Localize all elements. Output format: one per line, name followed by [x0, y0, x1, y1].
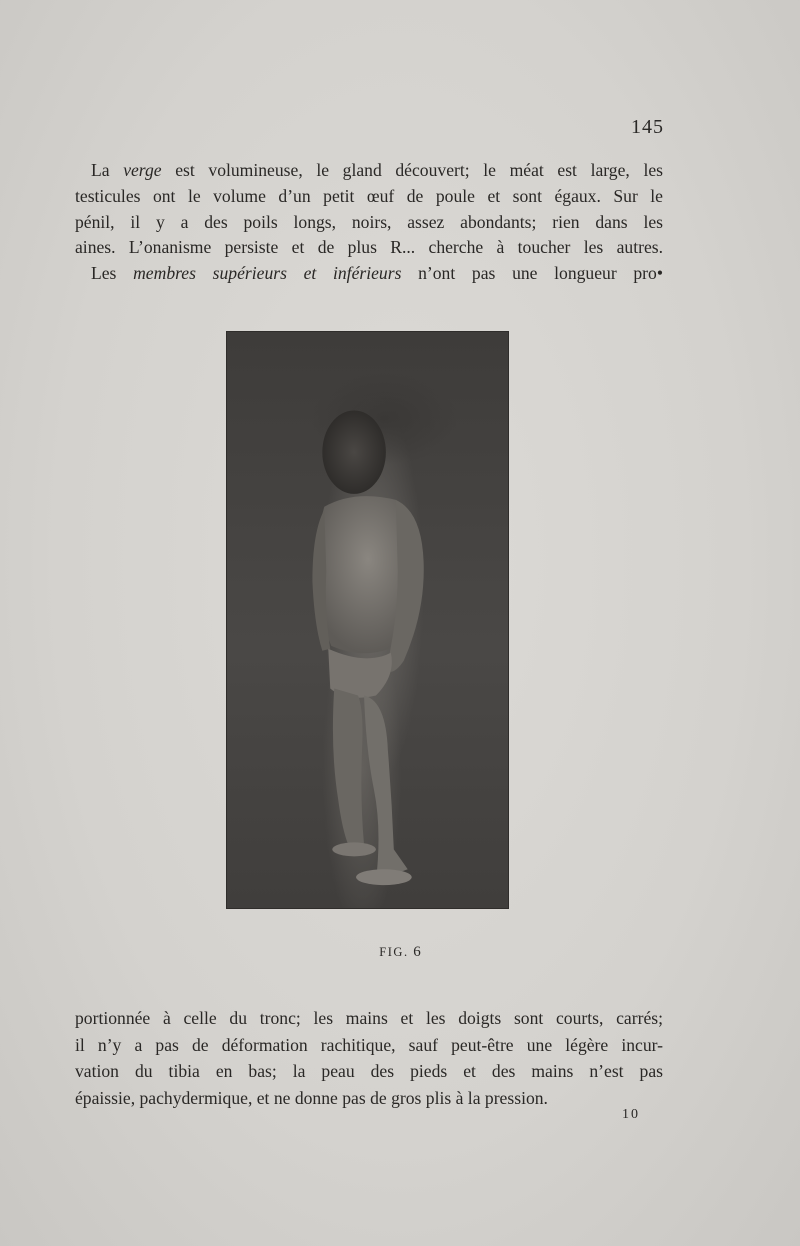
top-paragraph-line: [75, 184, 663, 210]
text-segment: La: [91, 160, 124, 180]
caption-prefix: FIG.: [379, 945, 409, 959]
page-number: 145: [631, 116, 664, 138]
bottom-paragraph-line: vation du tibia en bas; la peau des pieds et des mains n’est pas: [75, 1061, 663, 1081]
figure-photograph: [226, 331, 509, 909]
text-segment: n’ont pas une longueur pro•: [401, 263, 663, 284]
text-segment: Les: [91, 263, 134, 284]
bottom-paragraph-line: portionnée à celle du tronc; les mains et les doigts sont courts, carrés;: [75, 1008, 663, 1028]
text-segment: aines. L’onanisme persiste et de plus R... cherche à toucher les autres.: [75, 237, 663, 258]
bottom-paragraph: [75, 1005, 663, 1111]
bottom-paragraph-line: épaissie, pachydermique, et ne donne pas de gros plis à la pression.: [75, 1087, 548, 1108]
caption-number: 6: [413, 944, 421, 960]
standing-child-photo-icon: [227, 332, 508, 908]
italic-text: membres supérieurs et inférieurs: [133, 263, 402, 284]
text-segment: est volumineuse, le gland découvert; le méat est large, les: [161, 160, 663, 180]
text-segment: pénil, il y a des poils longs, noirs, assez abondants; rien dans les: [75, 211, 663, 232]
italic-text: verge: [123, 160, 162, 180]
top-paragraph: [75, 158, 663, 287]
figure-caption: [300, 944, 500, 961]
top-paragraph-line: [75, 235, 663, 261]
signature-mark: 10: [622, 1107, 640, 1122]
bottom-paragraph-line: il n’y a pas de déformation rachitique, sauf peut-être une légère incur-: [75, 1034, 663, 1055]
text-segment: testicules ont le volume d’un petit œuf de poule et sont égaux. Sur le: [75, 185, 663, 206]
top-paragraph-line: [75, 210, 663, 236]
top-paragraph-line: [75, 158, 663, 184]
top-paragraph-line: [75, 261, 663, 287]
